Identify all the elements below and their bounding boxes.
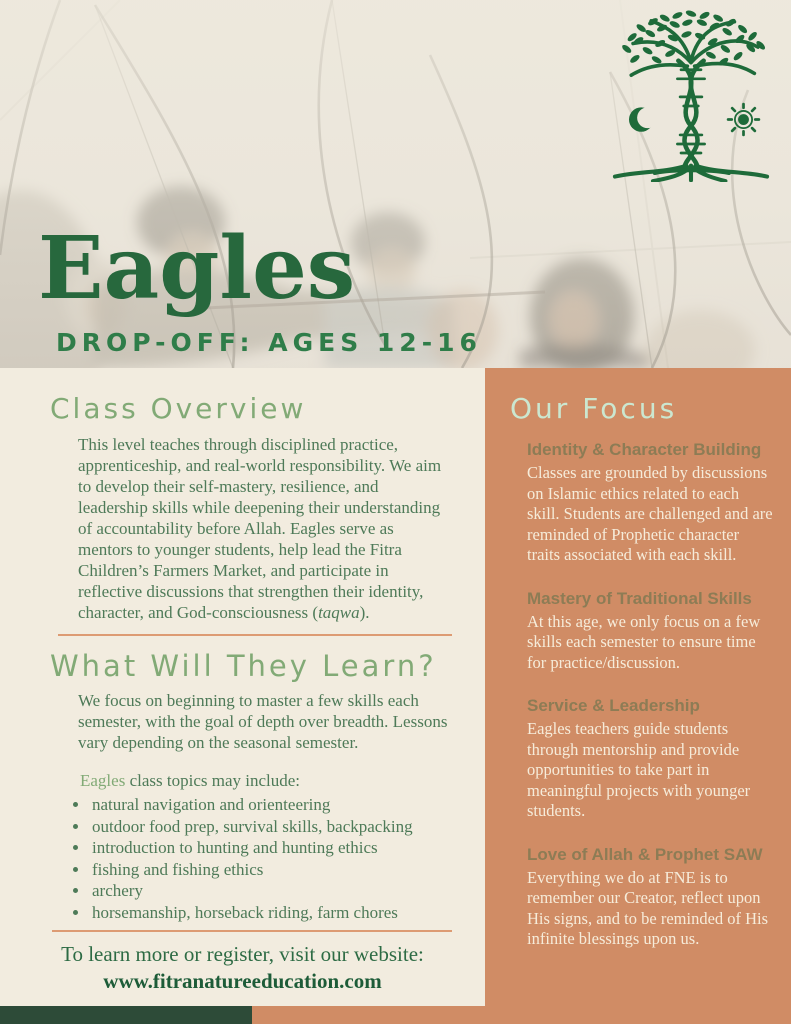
focus-section-identity	[527, 439, 773, 566]
class-overview-paragraph	[78, 434, 445, 623]
focus-section-body: Everything we do at FNE is to remember our Creator, reflect upon His signs, and to be reminded of His infinite blessings upon us.	[527, 867, 769, 948]
our-focus-column	[485, 368, 791, 1024]
class-overview-heading: Class Overview	[50, 392, 307, 425]
overview-text-end: ).	[359, 603, 370, 622]
list-item: • outdoor food prep, survival skills, backpacking	[90, 816, 465, 838]
tree-dna-logo-icon	[597, 10, 785, 182]
page-title: Eagles	[38, 218, 356, 319]
left-column	[0, 368, 485, 1024]
focus-section-heading: Love of Allah & Prophet SAW	[527, 844, 763, 864]
focus-section-heading: Identity & Character Building	[527, 440, 762, 459]
focus-section-love	[527, 844, 773, 950]
list-item: • introduction to hunting and hunting ethics	[90, 837, 465, 859]
topics-list	[90, 794, 465, 923]
focus-section-body: Eagles teachers guide students through mentorship and provide opportunities to take part in meaningful projects with younger students.	[527, 719, 751, 820]
divider-line	[58, 634, 452, 636]
focus-section-service	[527, 695, 773, 822]
focus-section-body: At this age, we only focus on a few skills each semester to ensure time for practice/discussion.	[527, 611, 761, 672]
topics-highlight: Eagles	[80, 771, 126, 790]
bottom-accent-bar-green	[0, 1006, 252, 1024]
website-link[interactable]: www.fitranatureeducation.com	[103, 969, 382, 993]
list-item: • natural navigation and orienteering	[90, 794, 465, 816]
focus-section-heading: Mastery of Traditional Skills	[527, 588, 752, 608]
what-will-they-learn-heading: What Will They Learn?	[50, 649, 437, 683]
footer-cta	[0, 941, 485, 995]
focus-section-body: Classes are grounded by discussions on Islamic ethics related to each skill. Students are challenged and are reminded of Prophetic character traits associated with each skill.	[527, 463, 773, 564]
bottom-accent-bar	[0, 1006, 791, 1024]
topics-rest: class topics may include:	[125, 771, 301, 790]
footer-text: To learn more or register, visit our website:	[61, 942, 424, 966]
focus-section-heading: Service & Leadership	[527, 696, 700, 715]
list-item: • fishing and fishing ethics	[90, 859, 465, 881]
focus-section-mastery	[527, 588, 773, 674]
topics-intro	[80, 770, 451, 791]
learn-paragraph: We focus on beginning to master a few skills each semester, with the goal of depth over breadth. Lessons vary depending on the seasonal semester.	[78, 691, 448, 752]
taqwa-italic: taqwa	[318, 603, 360, 622]
page-subtitle: DROP-OFF: AGES 12-16	[56, 328, 482, 357]
our-focus-heading: Our Focus	[510, 392, 678, 425]
divider-line	[52, 930, 452, 932]
crescent-moon-icon	[629, 107, 653, 131]
list-item: • horsemanship, horseback riding, farm chores	[90, 902, 465, 924]
hero-section	[0, 0, 791, 368]
list-item: • archery	[90, 880, 465, 902]
overview-text: This level teaches through disciplined practice, apprenticeship, and real-world responsibility. We aim to develop their self-mastery, resilience, and leadership skills while deepening their understanding of accountability before Allah. Eagles serve as mentors to younger students, help lead the Fitra Children’s Farmers Market, and participate in reflective discussions that strengthen their identity, character, and God-consciousness (	[78, 435, 442, 622]
sun-icon	[728, 104, 759, 135]
